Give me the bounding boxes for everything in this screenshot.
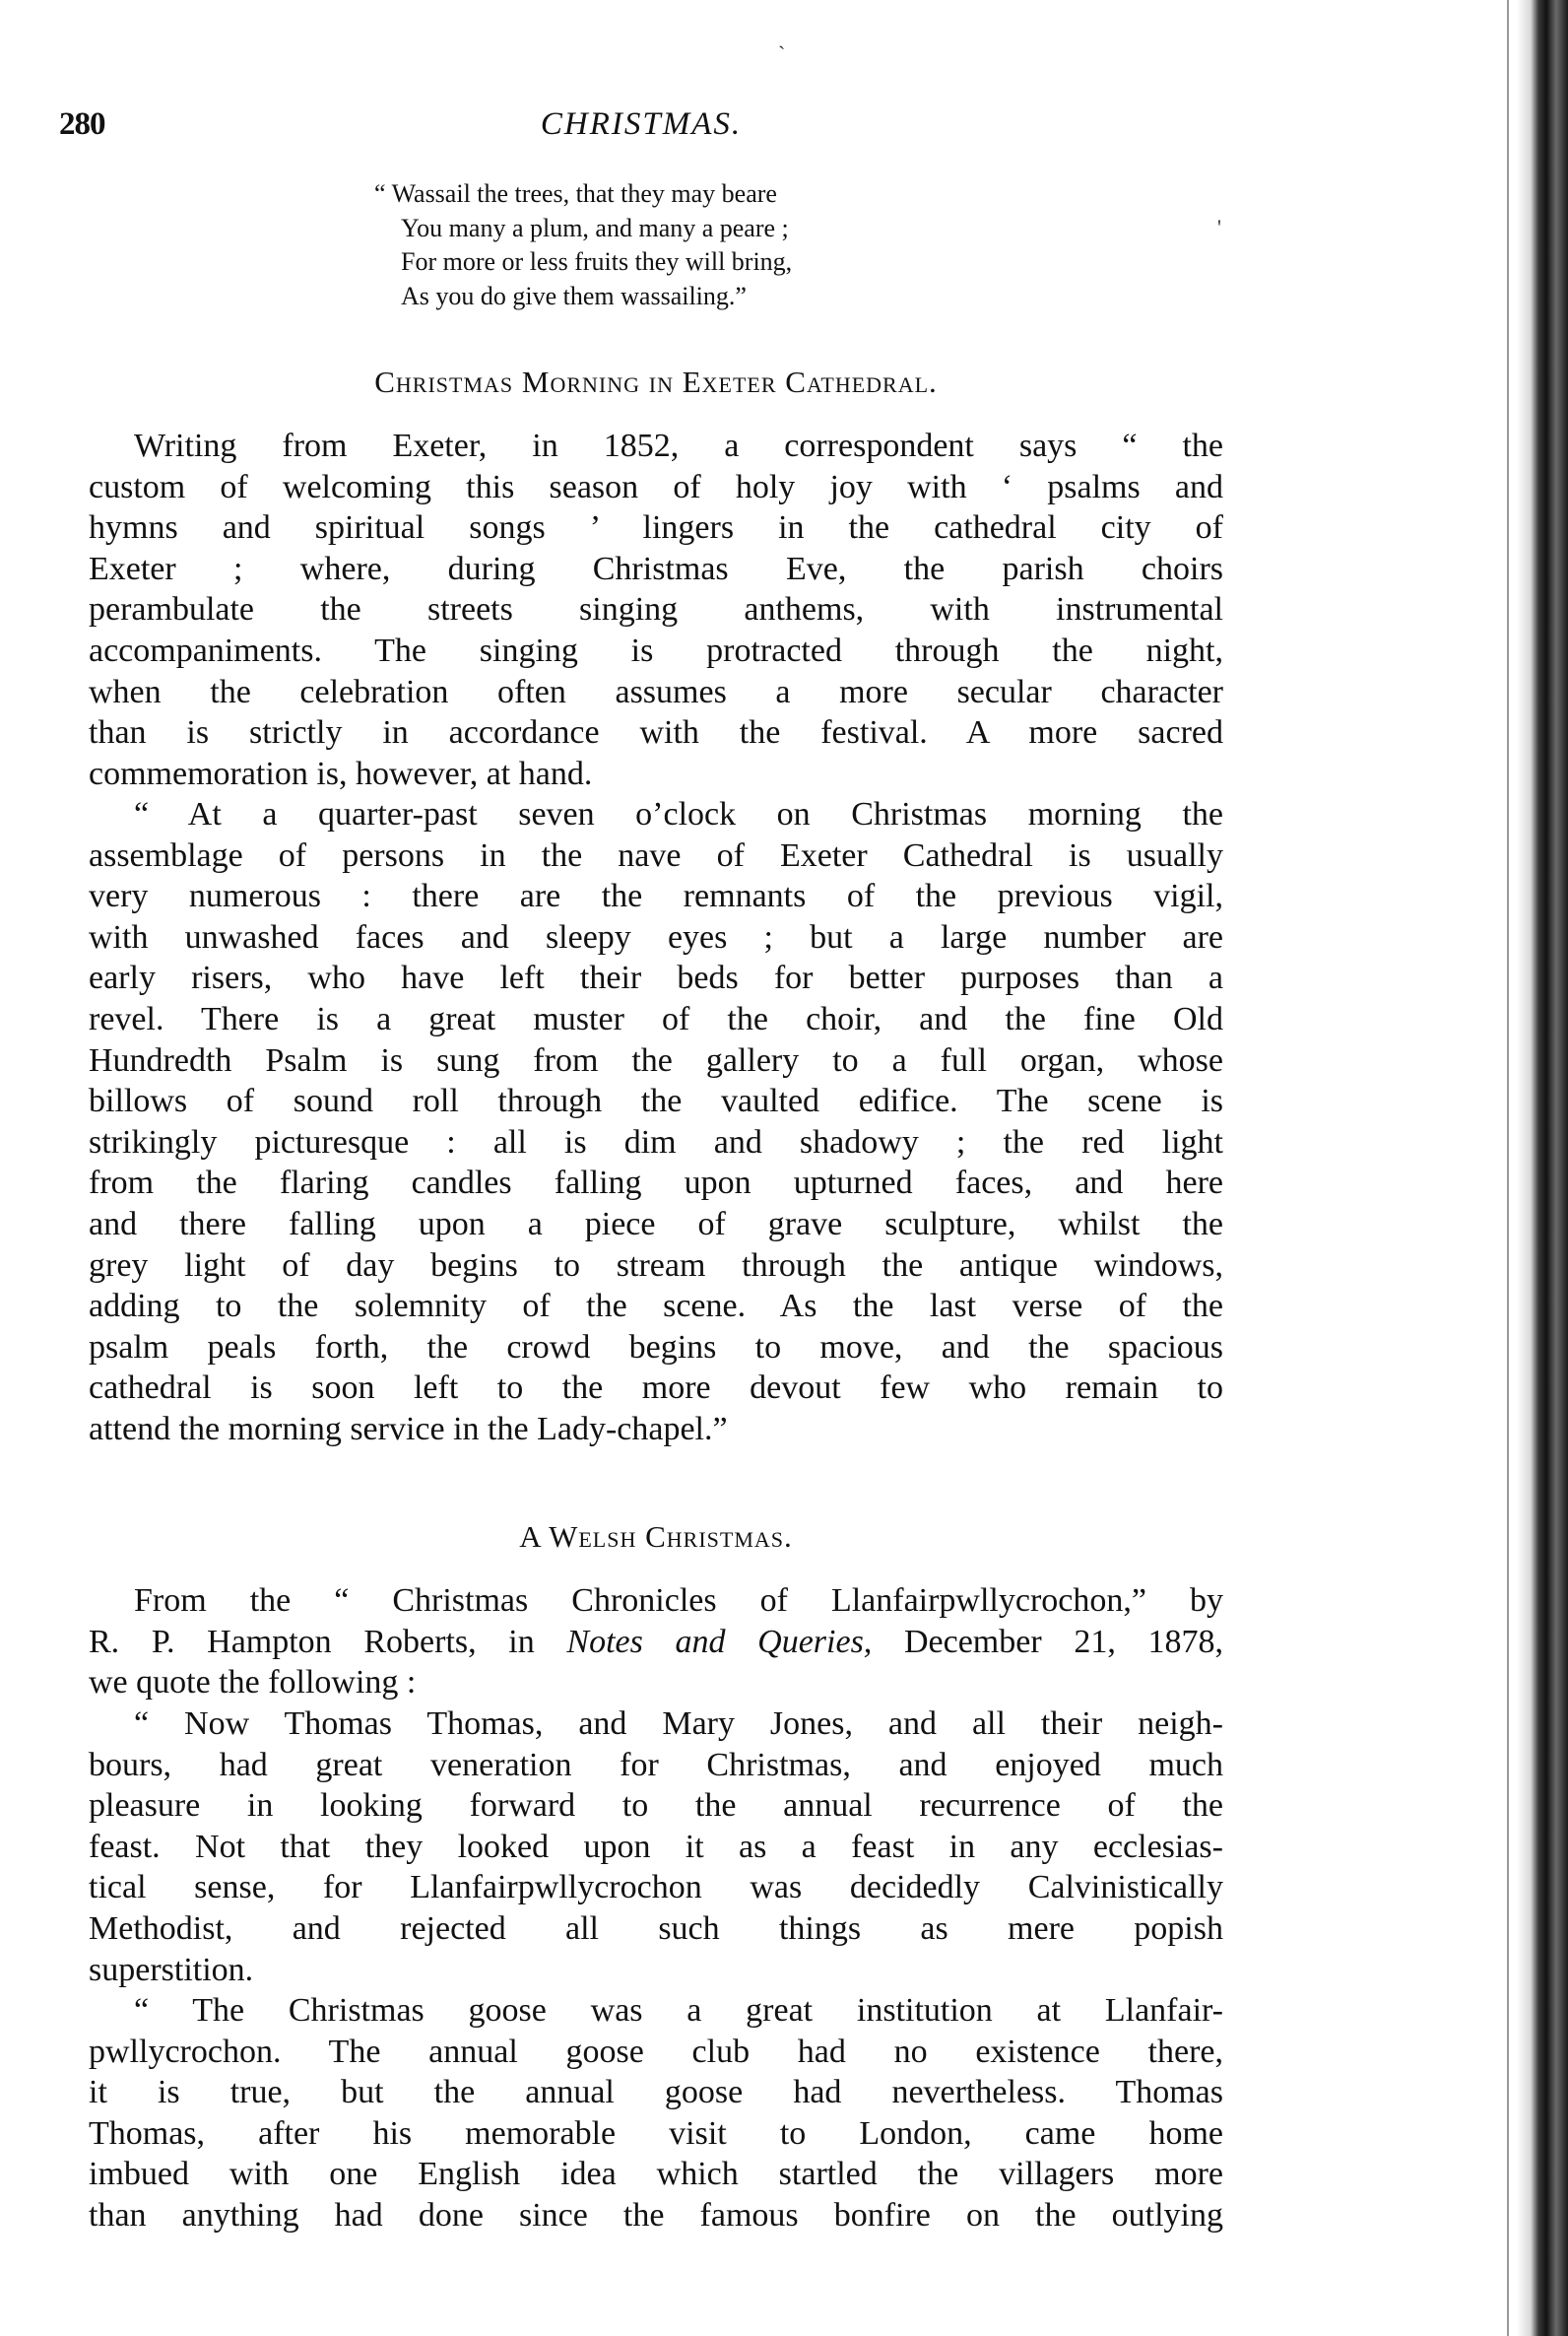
text-line: grey light of day begins to stream through the antique windows,: [89, 1246, 1223, 1284]
text-line: psalm peals forth, the crowd begins to move, and the spacious: [89, 1328, 1223, 1366]
text-line: we quote the following :: [89, 1664, 417, 1702]
text-line: imbued with one English idea which startled the villagers more: [89, 2156, 1223, 2193]
text-line: adding to the solemnity of the scene. As the last verse of the: [89, 1288, 1223, 1325]
text-line: when the celebration often assumes a more secular character: [89, 673, 1223, 710]
text-line: Methodist, and rejected all such things as mere popish: [89, 1909, 1223, 1947]
poem-line: For more or less fruits they will bring,: [401, 247, 793, 276]
text-line: commemoration is, however, at hand.: [89, 755, 593, 792]
paragraph-exeter-quote: [89, 794, 1223, 1450]
text-line: “ At a quarter-past seven o’clock on Christmas morning the: [134, 796, 1223, 833]
journal-title: Notes and Queries,: [566, 1623, 873, 1660]
text-line: Hundredth Psalm is sung from the gallery to a full organ, whose: [89, 1041, 1223, 1079]
text-line: than is strictly in accordance with the festival. A more sacred: [89, 714, 1223, 752]
stray-mark: ': [1217, 215, 1221, 239]
page-edge-line: [1507, 0, 1509, 2336]
text-line: cathedral is soon left to the more devout few who remain to: [89, 1369, 1223, 1407]
text-line: early risers, who have left their beds for better purposes than a: [89, 960, 1223, 997]
text-line: accompaniments. The singing is protracted through the night,: [89, 632, 1223, 669]
text-line: “ Now Thomas Thomas, and Mary Jones, and all their neigh-: [134, 1705, 1223, 1742]
poem-line: “ Wassail the trees, that they may beare: [374, 179, 777, 208]
stray-mark: `: [778, 41, 786, 66]
text-line: superstition.: [89, 1951, 254, 1988]
text-line: revel. There is a great muster of the choir, and the fine Old: [89, 1000, 1223, 1037]
text-line: feast. Not that they looked upon it as a feast in any ecclesias-: [89, 1828, 1223, 1865]
text-line: with unwashed faces and sleepy eyes ; but a large number are: [89, 918, 1223, 956]
section-heading-exeter: Christmas Morning in Exeter Cathedral.: [374, 365, 938, 399]
text-line: assemblage of persons in the nave of Exeter Cathedral is usually: [89, 836, 1223, 874]
paragraph-welsh-neighbours: [89, 1703, 1223, 1990]
text-fragment: R. P. Hampton Roberts, in: [89, 1623, 567, 1660]
text-line: tical sense, for Llanfairpwllycrochon was decidedly Calvinistically: [89, 1869, 1223, 1906]
text-line: strikingly picturesque : all is dim and shadowy ; the red light: [89, 1123, 1223, 1161]
text-line: From the “ Christmas Chronicles of Llanfairpwllycrochon,” by: [134, 1582, 1223, 1619]
section-heading-welsh: A Welsh Christmas.: [519, 1519, 793, 1554]
paragraph-exeter-intro: [89, 426, 1223, 794]
paragraph-welsh-goose: [89, 1990, 1223, 2236]
paragraph-welsh-intro: [89, 1580, 1223, 1703]
poem-line: You many a plum, and many a peare ;: [401, 213, 789, 242]
text-line: pwllycrochon. The annual goose club had no existence there,: [89, 2033, 1223, 2070]
book-spine-shadow: [1517, 0, 1568, 2336]
page-number: 280: [59, 106, 105, 142]
page-header: [59, 106, 1223, 156]
text-line: [89, 1622, 1223, 1663]
text-fragment: December 21, 1878,: [872, 1623, 1223, 1660]
text-line: attend the morning service in the Lady-chapel.”: [89, 1410, 728, 1447]
text-line: very numerous : there are the remnants of the previous vigil,: [89, 878, 1223, 915]
text-line: Exeter ; where, during Christmas Eve, the parish choirs: [89, 550, 1223, 587]
text-line: and there falling upon a piece of grave sculpture, whilst the: [89, 1205, 1223, 1242]
text-line: pleasure in looking forward to the annual recurrence of the: [89, 1787, 1223, 1825]
text-line: than anything had done since the famous bonfire on the outlying: [89, 2196, 1223, 2234]
text-line: custom of welcoming this season of holy joy with ‘ psalms and: [89, 468, 1223, 505]
text-line: from the flaring candles falling upon upturned faces, and here: [89, 1165, 1223, 1202]
poem-line: As you do give them wassailing.”: [401, 281, 747, 310]
text-line: Thomas, after his memorable visit to London, came home: [89, 2114, 1223, 2152]
text-line: perambulate the streets singing anthems, with instrumental: [89, 591, 1223, 629]
text-line: hymns and spiritual songs ’ lingers in the cathedral city of: [89, 509, 1223, 547]
running-title: CHRISTMAS.: [540, 106, 743, 142]
text-line: it is true, but the annual goose had nevertheless. Thomas: [89, 2074, 1223, 2111]
text-line: “ The Christmas goose was a great institution at Llanfair-: [134, 1992, 1223, 2029]
text-line: Writing from Exeter, in 1852, a correspondent says “ the: [134, 428, 1223, 464]
text-line: billows of sound roll through the vaulted edifice. The scene is: [89, 1083, 1223, 1120]
poem-quote: [374, 177, 792, 313]
text-line: bours, had great veneration for Christmas, and enjoyed much: [89, 1746, 1223, 1783]
